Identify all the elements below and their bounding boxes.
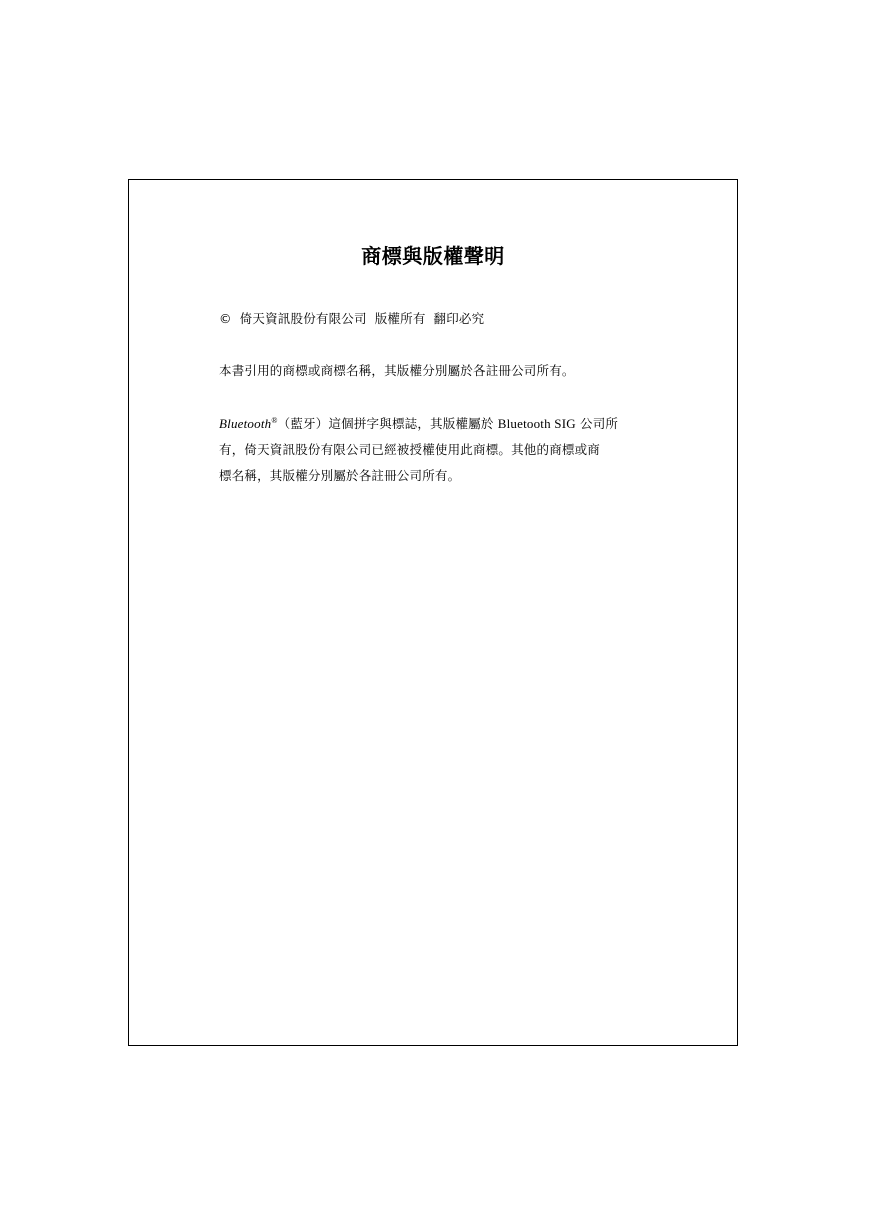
- page-frame: [128, 179, 738, 1046]
- bluetooth-notice: [219, 411, 664, 489]
- bluetooth-notice-line3: 標名稱，其版權分別屬於各註冊公司所有。: [219, 468, 461, 483]
- bluetooth-notice-line1-end: 公司所: [580, 416, 619, 431]
- copyright-company: 倚天資訊股份有限公司: [239, 311, 367, 326]
- trademark-notice: 本書引用的商標或商標名稱，其版權分別屬於各註冊公司所有。: [219, 363, 575, 378]
- bluetooth-notice-text-1: （藍牙）這個拼字與標誌，其版權屬於: [277, 416, 494, 431]
- copyright-line: [219, 306, 664, 332]
- copyright-rights: 版權所有: [374, 311, 426, 326]
- bluetooth-notice-line2: 有，倚天資訊股份有限公司已經被授權使用此商標。其他的商標或商: [219, 442, 601, 457]
- registered-mark: ®: [271, 415, 278, 425]
- page-title: 商標與版權聲明: [361, 244, 505, 268]
- copyright-reprint: 翻印必究: [433, 311, 485, 326]
- bluetooth-owner: Bluetooth SIG: [497, 416, 576, 431]
- bluetooth-brand-word: Bluetooth: [219, 416, 272, 431]
- copyright-symbol: ©: [219, 311, 232, 326]
